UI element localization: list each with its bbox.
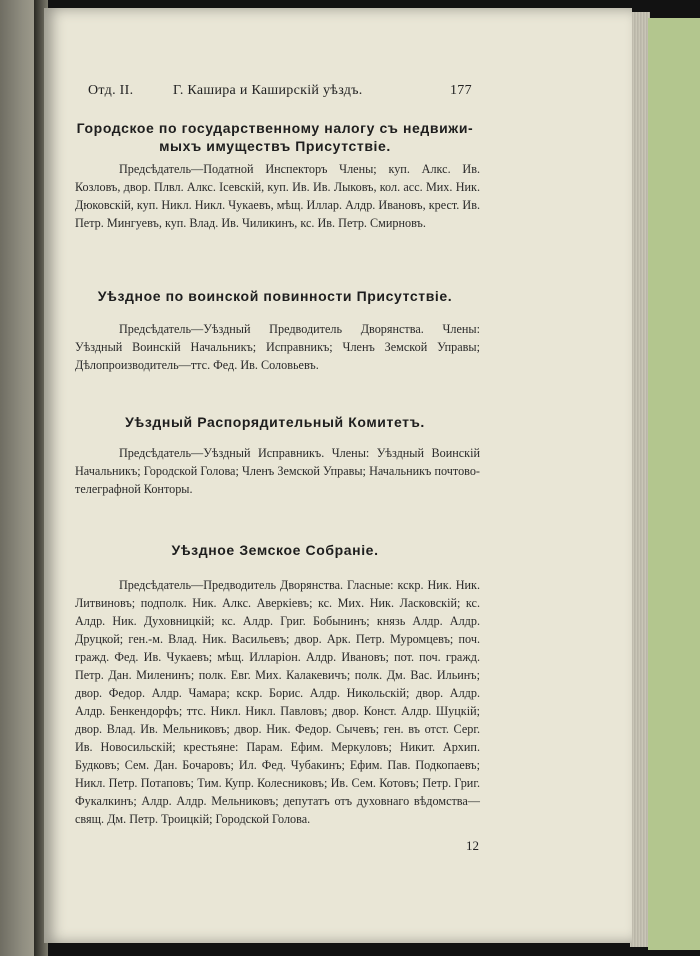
header-section: Отд. II. — [88, 83, 134, 98]
running-header — [88, 83, 478, 103]
section-body-4: Предсѣдатель—Предводитель Дворянства. Гласные: кскр. Ник. Ник. Литвиновъ; подполк. Ник. Алкс. Аверкіевъ; кс. Мих. Ник. Ласковскій; кс. Алдр. Ник. Духовницкій; кс. Алдр. Григ. Бобынинъ; князь Алдр. Алдр. Друцкой; ген.-м. Влад. Ник. Васильевъ; двор. Арк. Петр. Муромцевъ; поч. гражд. Фед. Ив. Чукаевъ; мѣщ. Илларіон. Алдр. Ивановъ; пот. поч. гражд. Петр. Дан. Миленинъ; полк. Евг. Мих. Калакевичъ; полк. Дм. Вас. Ильинъ; двор. Федор. Алдр. Чамара; кскр. Борис. Алдр. Никольскій; двор. Алдр. Алдр. Бенкендорфъ; ттс. Никл. Никл. Павловъ; двор. Конст. Алдр. Шуцкій; двор. Влад. Ив. Мельниковъ; двор. Ник. Федор. Сычевъ; ген. въ отст. Серг. Ив. Новосильскій; крестьяне: Парам. Ефим. Меркуловъ; Никит. Архип. Будковъ; Сем. Дан. Бочаровъ; Ил. Фед. Чубакинъ; Ефим. Пав. Подкопаевъ; Никл. Петр. Потаповъ; Тим. Купр. Колесниковъ; Ив. Сем. Котовъ; Петр. Григ. Фукалкинъ; Алдр. Алдр. Мельниковъ; депутатъ отъ духовнаго вѣдомства—свящ. Дм. Петр. Троицкій; Городской Голова. — [75, 578, 480, 826]
section-title-3: Уѣздный Распорядительный Комитетъ. — [125, 414, 425, 430]
signature-mark: 12 — [466, 838, 479, 853]
section-body-3: Предсѣдатель—Уѣздный Исправникъ. Члены: Уѣздный Воинскій Начальникъ; Городской Голова; Членъ Земской Управы; Начальникъ почтово-телеграфной Конторы. — [75, 446, 480, 496]
book-cover-edge — [648, 18, 700, 950]
section-title-2: Уѣздное по воинской повинности Присутствіе. — [97, 288, 453, 304]
header-running-title: Г. Кашира и Каширскій уѣздъ. — [173, 83, 363, 98]
section-body-2: Предсѣдатель—Уѣздный Предводитель Дворянства. Члены: Уѣздный Воинскій Начальникъ; Исправникъ; Членъ Земской Управы; Дѣлопроизводитель—ттс. Фед. Ив. Соловьевъ. — [75, 322, 480, 372]
section-body-1: Предсѣдатель—Податной Инспекторъ Члены; куп. Алкс. Ив. Козловъ, двор. Плвл. Алкс. Ісевскій, куп. Ив. Ив. Лыковъ, кол. асс. Мих. Ник. Дюковскій, куп. Никл. Никл. Чукаевъ, мѣщ. Иллар. Алдр. Ивановъ, крест. Ив. Петр. Мингуевъ, куп. Влад. Ив. Чиликинъ, кс. Ив. Петр. Смирновъ. — [75, 162, 480, 230]
section-title-1a: Городское по государственному налогу съ недвижи- — [76, 120, 474, 136]
section-title-4: Уѣздное Земское Собраніе. — [171, 542, 379, 558]
header-page-number: 177 — [450, 83, 472, 98]
page-stack-edge — [630, 12, 650, 947]
section-title-1b: мыхъ имуществъ Присутствіе. — [159, 138, 391, 154]
